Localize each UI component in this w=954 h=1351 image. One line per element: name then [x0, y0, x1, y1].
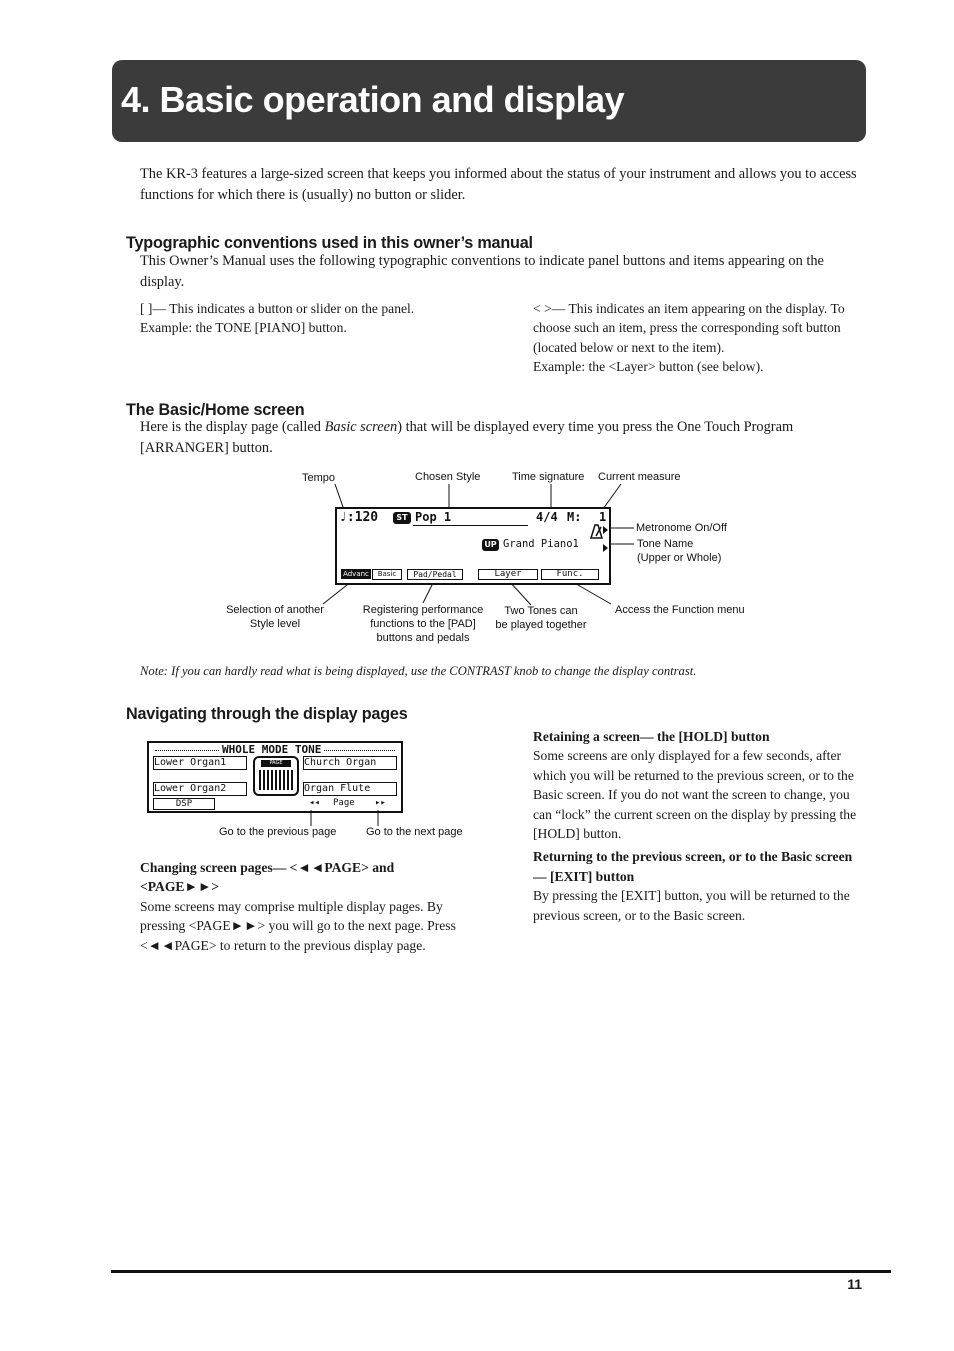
navigating-heading: Navigating through the display pages [126, 705, 408, 723]
footer-rule [111, 1270, 891, 1273]
changing-pages-section [140, 858, 475, 955]
returning-heading: Returning to the previous screen, or to the Basic screen— [EXIT] button [533, 849, 853, 884]
label-tempo: Tempo [302, 472, 336, 484]
page-next-button[interactable]: ▸▸ [375, 798, 386, 808]
intro-paragraph: The KR-3 features a large-sized screen that keeps you informed about the status of your instrument and allows you to access functions for which there is (usually) no button or slider. [140, 166, 857, 203]
label-current-measure: Current measure [598, 471, 681, 483]
chapter-title: 4. Basic operation and display [121, 79, 625, 120]
page-graphic-label: PAGE [261, 760, 291, 767]
dsp-button[interactable]: DSP [153, 798, 215, 810]
changing-pages-text: Some screens may comprise multiple display pages. By pressing <PAGE►►> you will go to the next page. Press <◄◄PAGE> to return to the previous display page. [140, 898, 456, 953]
returning-text: By pressing the [EXIT] button, you will be returned to the previous screen, or to the Basic screen. [533, 888, 850, 923]
page-label: Page [333, 798, 355, 808]
lcd-measure-label: M: [567, 510, 582, 524]
page-prev-button[interactable]: ◂◂ [309, 798, 320, 808]
advanced-button[interactable]: Advanc [341, 569, 371, 579]
conventions-text: This Owner’s Manual uses the following typographic conventions to indicate panel buttons and items appearing on the display. [140, 253, 824, 290]
label-next-page: Go to the next page [366, 826, 463, 838]
style-icon: ST [393, 512, 411, 524]
angle-example: Example: the <Layer> button (see below). [533, 359, 764, 375]
label-tone-name: Tone Name (Upper or Whole) [637, 538, 722, 564]
lower-organ-2-field[interactable]: Lower Organ2 [153, 782, 247, 796]
basic-screen-term: Basic screen [324, 419, 398, 435]
lcd-time-signature: 4/4 [536, 510, 558, 524]
lower-organ-1-field[interactable]: Lower Organ1 [153, 756, 247, 770]
label-two-tones: Two Tones can be played together [495, 605, 587, 631]
pad-pedal-button[interactable]: Pad/Pedal [407, 569, 463, 580]
label-access-function: Access the Function menu [615, 604, 745, 616]
lcd-tone-name: Grand Piano1 [503, 538, 579, 550]
label-chosen-style: Chosen Style [415, 471, 481, 483]
basic-button[interactable]: Basic [372, 569, 402, 580]
basic-screen-heading: The Basic/Home screen [126, 401, 305, 419]
angle-convention: < >— This indicates an item appearing on the display. To choose such an item, press the corresponding soft button (located below or next to the item). [533, 301, 845, 355]
lcd-mode-title: WHOLE MODE TONE [219, 743, 324, 756]
retaining-section [533, 727, 863, 925]
church-organ-field[interactable]: Church Organ [303, 756, 397, 770]
bracket-example: Example: the TONE [PIANO] button. [140, 320, 347, 336]
label-style-level: Selection of another Style level [226, 604, 324, 630]
label-registering: Registering performance functions to the [PAD] buttons and pedals [362, 604, 484, 644]
changing-pages-heading-2: <PAGE►►> [140, 879, 220, 895]
conventions-heading: Typographic conventions used in this owner’s manual [126, 234, 533, 252]
label-previous-page: Go to the previous page [219, 826, 337, 838]
organ-flute-field[interactable]: Organ Flute [303, 782, 397, 796]
lcd-measure: 1 [599, 510, 607, 524]
bracket-convention: [ ]— This indicates a button or slider on the panel. [140, 301, 415, 316]
lcd-style: Pop 1 [415, 510, 452, 524]
label-time-signature: Time signature [512, 471, 585, 483]
contrast-note: Note: If you can hardly read what is being displayed, use the CONTRAST knob to change the display contrast. [140, 664, 697, 678]
page-number: 11 [847, 1276, 862, 1292]
label-metronome: Metronome On/Off [636, 522, 727, 534]
lcd-tempo: ♩:120 [339, 510, 379, 525]
retaining-heading: Retaining a screen— the [HOLD] button [533, 729, 770, 744]
layer-button[interactable]: Layer [478, 569, 538, 580]
func-button[interactable]: Func. [541, 569, 599, 580]
basic-screen-text: Here is the display page (called Basic screen) that will be displayed every time you press the One Touch Program [ARRANGER] button. [140, 419, 794, 456]
changing-pages-heading-1: Changing screen pages— <◄◄PAGE> and [140, 860, 395, 875]
retaining-text: Some screens are only displayed for a few seconds, after which you will be returned to the previous screen, or to the Basic screen. If you do not want the screen to change, you can “lock” the current screen on the display by pressing the [HOLD] button. [533, 748, 857, 842]
upper-part-icon: UP [482, 539, 499, 551]
